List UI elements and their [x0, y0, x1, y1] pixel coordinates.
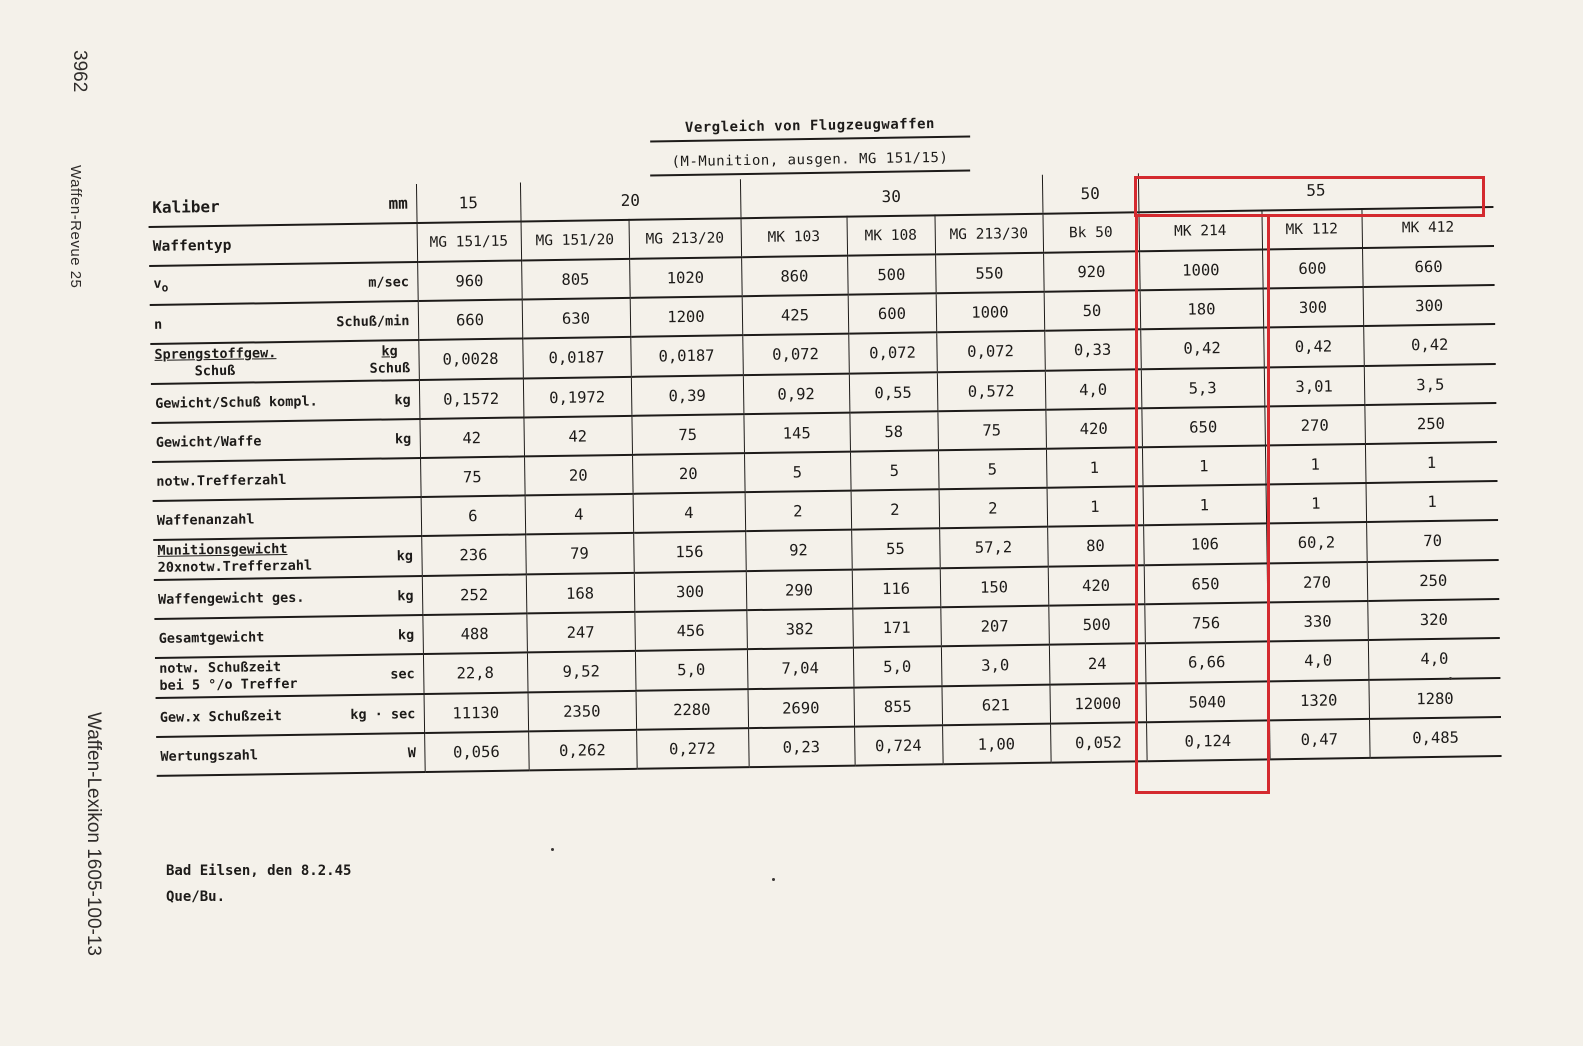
table-cell: 4: [633, 492, 746, 533]
table-cell: 330: [1267, 601, 1368, 641]
table-cell: 0,42: [1263, 326, 1364, 367]
table-cell: 621: [941, 685, 1050, 726]
type-cell: MK 214: [1139, 210, 1263, 251]
caliber-label: [148, 184, 417, 227]
table-cell: 75: [420, 456, 525, 497]
table-cell: 0,42: [1363, 324, 1496, 366]
table-cell: 50: [1044, 290, 1141, 330]
title-underline: [650, 135, 970, 142]
table-cell: 660: [418, 299, 523, 340]
table-cell: 0,0028: [418, 338, 523, 380]
table-cell: 500: [1048, 604, 1145, 644]
row-unit-line1: kg: [381, 343, 398, 360]
table-cell: 456: [634, 610, 747, 651]
paper-speck: [1449, 677, 1452, 680]
table-cell: 75: [937, 410, 1046, 451]
type-cell: MG 213/20: [629, 218, 742, 259]
table-cell: 207: [940, 606, 1049, 647]
table-cell: 0,92: [743, 374, 850, 415]
table-cell: 0,1972: [523, 377, 632, 418]
table-cell: 3,0: [941, 645, 1050, 687]
table-cell: 2: [851, 489, 940, 529]
table-cell: 650: [1144, 563, 1268, 604]
table-cell: 1320: [1268, 680, 1369, 720]
table-cell: 0,072: [848, 332, 937, 373]
table-cell: 2350: [528, 691, 637, 732]
table-cell: 0,485: [1369, 717, 1502, 758]
type-cell: MK 112: [1262, 209, 1363, 249]
row-unit: kg: [397, 626, 415, 643]
table-cell: 0,42: [1140, 327, 1264, 369]
table-cell: 1200: [630, 296, 743, 337]
table-cell: 660: [1362, 246, 1495, 287]
table-cell: 1: [1142, 445, 1266, 486]
caliber-30: 30: [740, 175, 1043, 218]
row-label-line1: notw. Schußzeit: [159, 659, 282, 677]
table-cell: 57,2: [939, 527, 1048, 569]
row-label: [149, 262, 418, 305]
table-cell: 0,0187: [630, 335, 743, 377]
table-cell: 855: [854, 686, 943, 726]
row-unit: kg: [394, 391, 411, 408]
row-label-sub: o: [161, 281, 169, 295]
table-cell: 630: [522, 298, 631, 339]
table-cell: 75: [631, 414, 744, 455]
table-cell: 5,0: [635, 649, 748, 691]
table-cell: 70: [1366, 520, 1499, 562]
table-cell: 7,04: [747, 648, 854, 690]
table-cell: 3,01: [1264, 366, 1365, 406]
row-label: [151, 380, 420, 423]
table-body: [149, 246, 1501, 776]
table-cell: 20: [524, 455, 633, 496]
row-label: [155, 654, 424, 698]
table-cell: 4,0: [1368, 638, 1501, 680]
row-label: [151, 419, 420, 462]
row-label: [150, 301, 419, 344]
row-label-text: v: [153, 275, 162, 293]
table-cell: 42: [523, 416, 632, 457]
table-cell: 180: [1140, 288, 1264, 329]
table-cell: 145: [743, 413, 850, 454]
document-title: [640, 115, 980, 142]
row-unit: W: [407, 744, 417, 761]
table-cell: 0,072: [936, 331, 1045, 373]
table-cell: 1000: [1139, 249, 1263, 290]
table-cell: 5: [744, 452, 851, 493]
comparison-table-wrap: [148, 168, 1502, 777]
table-cell: 756: [1144, 602, 1268, 643]
table-cell: 0,39: [631, 375, 744, 416]
row-label-line1: Munitionsgewicht: [157, 540, 288, 559]
table-cell: 0,33: [1044, 329, 1141, 370]
table-cell: 420: [1045, 408, 1142, 448]
footer-place-date: Bad Eilsen, den 8.2.45: [166, 863, 352, 879]
row-label-text: Wertungszahl: [160, 746, 259, 765]
row-label: [153, 536, 422, 580]
table-cell: 24: [1049, 643, 1146, 684]
row-unit: Schuß/min: [336, 312, 410, 330]
table-cell: 4,0: [1045, 369, 1142, 409]
table-cell: 5: [850, 450, 939, 490]
row-label: [154, 576, 423, 619]
caliber-label-text: Kaliber: [152, 196, 220, 217]
type-cell: MK 108: [847, 215, 936, 255]
table-cell: 5040: [1146, 681, 1270, 722]
table-cell: 1: [1143, 484, 1267, 525]
row-label-line2: bei 5 °/o Treffer: [159, 675, 298, 694]
table-cell: 4,0: [1268, 640, 1369, 681]
row-label-text: Gewicht/Waffe: [155, 432, 262, 451]
table-cell: 11130: [424, 692, 529, 733]
table-cell: 20: [632, 453, 745, 494]
row-unit: sec: [390, 666, 415, 683]
table-cell: 42: [419, 417, 524, 458]
subtitle-underline: [650, 169, 970, 176]
type-cell: MG 151/20: [521, 220, 630, 261]
table-cell: 270: [1267, 562, 1368, 602]
type-cell: MK 412: [1361, 207, 1494, 248]
table-cell: 4: [525, 494, 634, 535]
row-label: [156, 733, 425, 776]
row-label: [152, 458, 421, 501]
table-cell: 0,124: [1146, 720, 1270, 761]
table-cell: 488: [422, 613, 527, 654]
table-cell: 80: [1047, 525, 1144, 566]
subtitle-text: (M-Munition, ausgen. MG 151/15): [671, 149, 949, 171]
comparison-table: [148, 168, 1502, 777]
caliber-20: 20: [520, 179, 741, 221]
row-unit: kg: [396, 548, 414, 565]
table-cell: 0,1572: [419, 378, 524, 419]
table-cell: 1: [1265, 444, 1366, 484]
table-cell: 3,5: [1364, 364, 1497, 405]
table-cell: 1,00: [942, 724, 1051, 765]
table-cell: 250: [1364, 403, 1497, 444]
table-cell: 0,056: [424, 731, 529, 772]
table-cell: 247: [526, 612, 635, 653]
table-cell: 9,52: [527, 651, 636, 693]
table-cell: 382: [746, 609, 853, 650]
row-label-text: n: [153, 316, 163, 333]
table-cell: 5,0: [853, 646, 942, 687]
table-cell: 0,724: [854, 725, 943, 765]
table-cell: 1: [1266, 483, 1367, 523]
type-cell: Bk 50: [1043, 212, 1140, 252]
table-cell: 12000: [1050, 683, 1147, 723]
table-cell: 425: [742, 295, 849, 336]
table-cell: 0,0187: [522, 337, 631, 379]
table-cell: 2690: [748, 688, 855, 729]
table-cell: 300: [1363, 285, 1496, 326]
table-cell: 960: [417, 260, 522, 301]
table-cell: 300: [1263, 287, 1364, 327]
caliber-55: 55: [1138, 168, 1494, 212]
row-label-line1: Sprengstoffgew.: [154, 345, 277, 363]
type-cell: MG 213/30: [935, 214, 1044, 255]
paper-speck: [772, 878, 775, 881]
table-cell: 290: [746, 570, 853, 611]
table-cell: 1020: [629, 257, 742, 298]
paper-speck: [551, 848, 554, 851]
table-cell: 650: [1141, 406, 1265, 447]
table-cell: 0,23: [748, 727, 855, 768]
row-unit: kg: [394, 430, 412, 447]
table-cell: 600: [1262, 248, 1363, 288]
row-label-line2: 20xnotw.Trefferzahl: [157, 557, 313, 576]
lexikon-label: Waffen-Lexikon 1605-100-13: [83, 712, 104, 956]
table-cell: 156: [633, 531, 746, 573]
document-subtitle: [640, 149, 980, 176]
table-cell: 2: [939, 488, 1048, 529]
table-cell: 22,8: [423, 652, 528, 694]
table-cell: 116: [852, 568, 941, 608]
row-label-text: notw.Trefferzahl: [156, 471, 287, 490]
row-label-text: Gew.x Schußzeit: [159, 707, 282, 726]
caliber-50: 50: [1042, 173, 1139, 213]
table-cell: 500: [847, 254, 936, 294]
caliber-15: 15: [416, 182, 521, 223]
row-label: [154, 615, 423, 658]
table-cell: 79: [525, 533, 634, 575]
table-cell: 106: [1143, 523, 1267, 565]
table-cell: 250: [1367, 560, 1500, 601]
row-unit: m/sec: [368, 273, 410, 291]
table-cell: 320: [1367, 599, 1500, 640]
table-cell: 0,55: [849, 372, 938, 412]
table-cell: 420: [1048, 565, 1145, 605]
table-cell: 92: [745, 530, 852, 572]
row-label-line2: Schuß: [194, 362, 236, 380]
row-label-text: Waffengewicht ges.: [157, 589, 305, 608]
caliber-unit: mm: [388, 193, 408, 213]
row-unit: kg · sec: [350, 705, 416, 723]
table-cell: 1280: [1368, 678, 1501, 719]
revue-label: Waffen-Revue 25: [67, 165, 84, 289]
table-cell: 805: [521, 259, 630, 300]
type-cell: MG 151/15: [417, 221, 522, 262]
table-cell: 60,2: [1266, 522, 1367, 563]
row-label: [153, 497, 422, 540]
type-cell: MK 103: [741, 217, 848, 258]
footer: [166, 858, 351, 910]
table-cell: 252: [422, 574, 527, 615]
row-unit-line2: Schuß: [369, 360, 411, 377]
table-cell: 6: [421, 495, 526, 536]
row-label-text: Waffenanzahl: [156, 510, 255, 529]
table-cell: 0,072: [742, 334, 849, 376]
table-cell: 0,272: [636, 728, 749, 769]
row-label: [150, 340, 419, 384]
table-cell: 1000: [936, 292, 1045, 333]
table-cell: 0,052: [1050, 722, 1147, 762]
table-cell: 55: [851, 528, 940, 569]
table-cell: 270: [1264, 405, 1365, 445]
table-cell: 168: [526, 573, 635, 614]
table-cell: 150: [940, 567, 1049, 608]
table-cell: 236: [421, 534, 526, 576]
table-cell: 0,262: [528, 730, 637, 771]
table-cell: 6,66: [1145, 641, 1269, 683]
table-cell: 600: [848, 293, 937, 333]
table-cell: 550: [935, 253, 1044, 294]
table-cell: 5,3: [1141, 367, 1265, 408]
table-cell: 920: [1043, 251, 1140, 291]
table-cell: 0,47: [1269, 719, 1370, 759]
table-cell: 0,572: [937, 371, 1046, 412]
table-cell: 1: [1046, 447, 1143, 487]
table-cell: 1: [1366, 481, 1499, 522]
table-cell: 2: [745, 491, 852, 532]
row-label: [156, 694, 425, 737]
table-cell: 5: [938, 449, 1047, 490]
footer-initials: Que/Bu.: [166, 889, 226, 905]
table-cell: 58: [849, 411, 938, 451]
table-cell: 2280: [636, 689, 749, 730]
table-cell: 860: [741, 256, 848, 297]
title-text: Vergleich von Flugzeugwaffen: [684, 116, 936, 136]
table-cell: 1: [1365, 442, 1498, 483]
row-label-text: Gewicht/Schuß kompl.: [155, 393, 318, 412]
page-number: 3962: [69, 50, 90, 93]
table-cell: 300: [634, 571, 747, 612]
row-unit: kg: [397, 587, 414, 604]
table-cell: 171: [852, 607, 941, 647]
row-label-text: Gesamtgewicht: [158, 628, 265, 647]
row-unit: [369, 343, 410, 378]
table-cell: 1: [1047, 486, 1144, 526]
type-label: Waffentyp: [149, 223, 418, 266]
